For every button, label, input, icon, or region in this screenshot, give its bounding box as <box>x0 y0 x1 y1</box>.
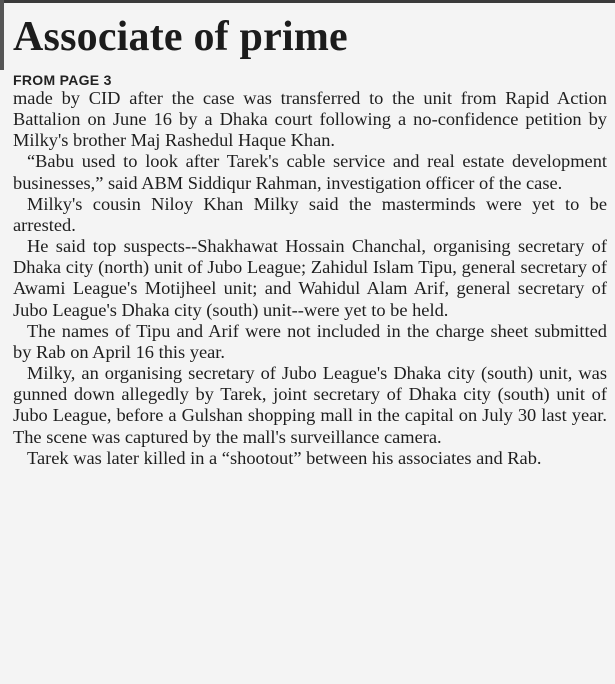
top-rule <box>0 0 615 3</box>
article-headline: Associate of prime <box>13 14 348 60</box>
article-paragraph: He said top suspects--Shakhawat Hossain Chanchal, organising secretary of Dhaka city (north) unit of Jubo League; Zahidul Islam Tipu, general secretary of Awami League's Motijheel unit; and Wahidul Alam Arif, general secretary of Jubo League's Dhaka city (south) unit--were yet to be held. <box>13 236 607 320</box>
article-body <box>13 88 607 469</box>
article-paragraph: Milky's cousin Niloy Khan Milky said the masterminds were yet to be arrested. <box>13 193 607 235</box>
continuation-label: FROM PAGE 3 <box>13 72 112 88</box>
article-paragraph: “Babu used to look after Tarek's cable service and real estate development businesses,” said ABM Siddiqur Rahman, investigation officer of the case. <box>13 151 607 193</box>
left-rule <box>0 0 4 70</box>
article-paragraph: Tarek was later killed in a “shootout” between his associates and Rab. <box>27 447 542 468</box>
article-paragraph: made by CID after the case was transferred to the unit from Rapid Action Battalion on June 16 by a Dhaka court following a no-confidence petition by Milky's brother Maj Rashedul Haque Khan. <box>13 88 607 151</box>
article-paragraph: The names of Tipu and Arif were not included in the charge sheet submitted by Rab on April 16 this year. <box>13 320 607 362</box>
article-paragraph: Milky, an organising secretary of Jubo League's Dhaka city (south) unit, was gunned down allegedly by Tarek, joint secretary of Dhaka city (south) unit of Jubo League, before a Gulshan shopping mall in the capital on July 30 last year. The scene was captured by the mall's surveillance camera. <box>13 363 607 447</box>
